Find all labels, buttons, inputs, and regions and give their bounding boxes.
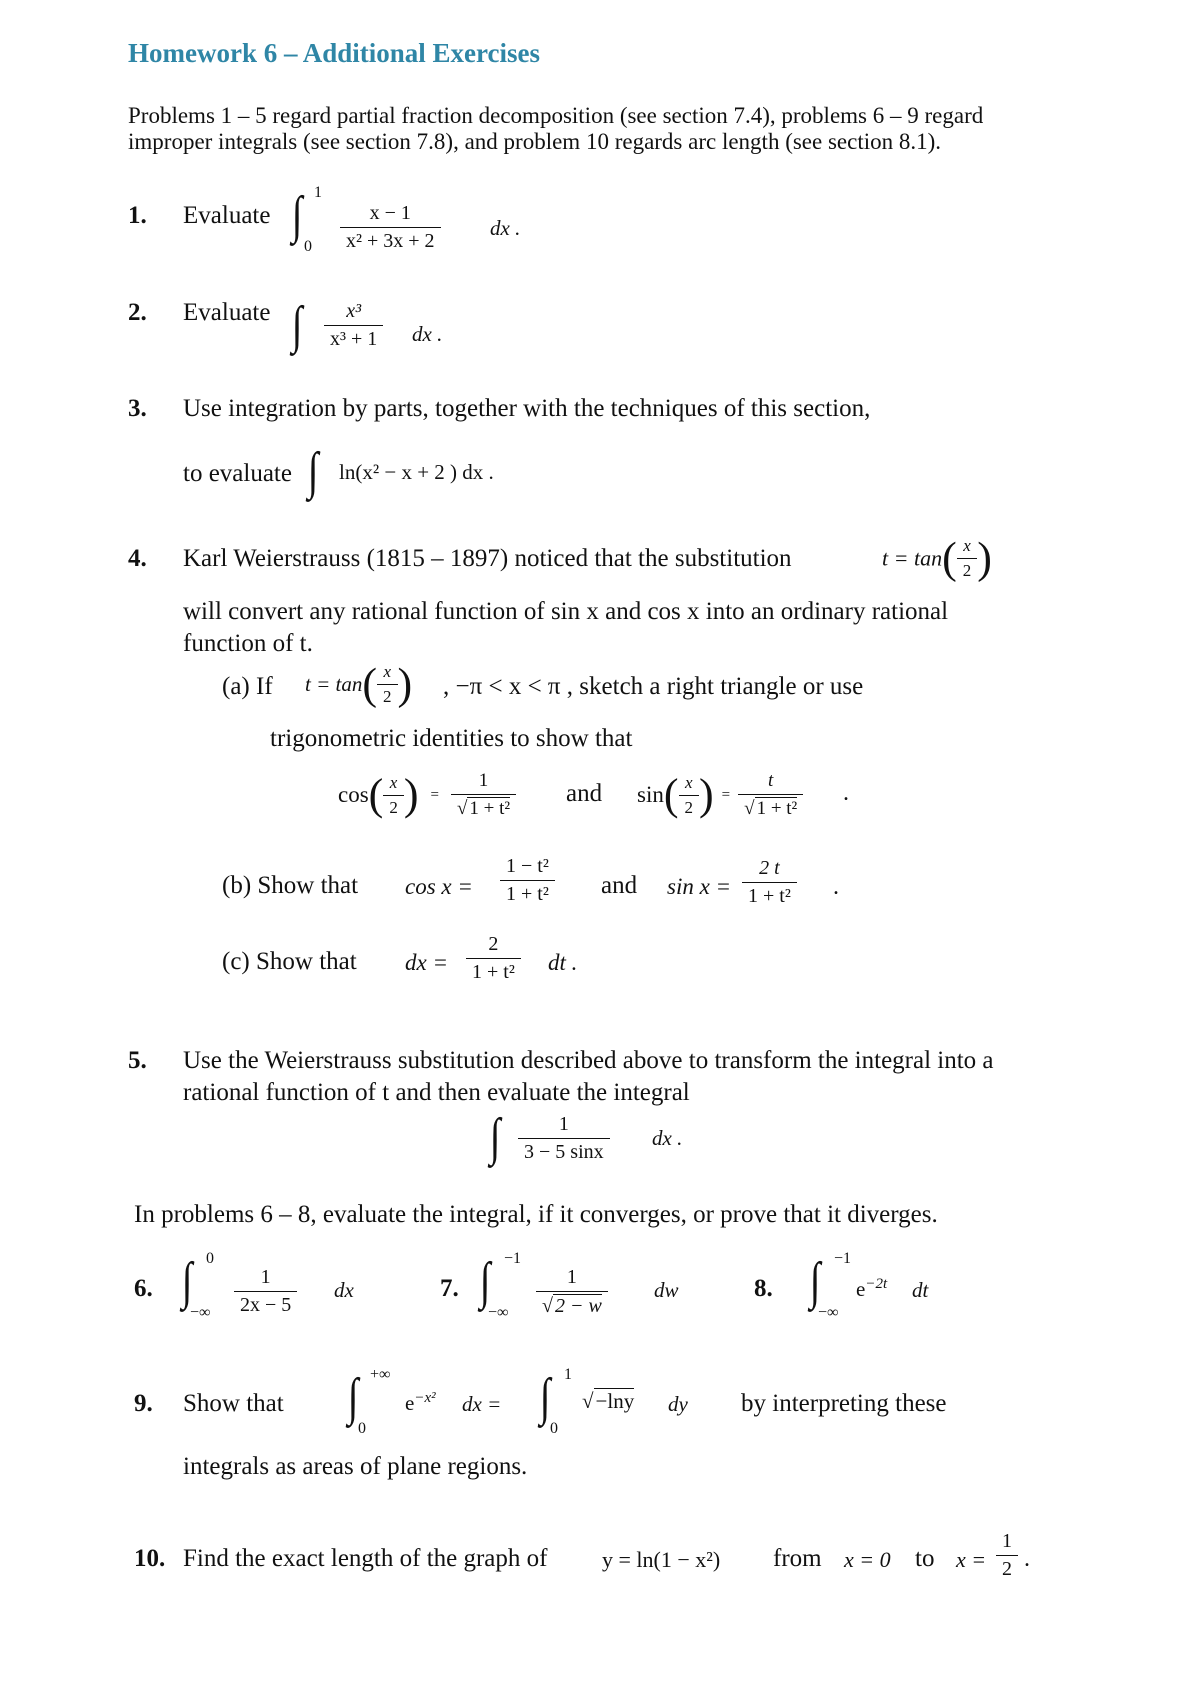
problem-2-tail: dx .: [412, 322, 443, 346]
problem-9-tail: by interpreting these: [741, 1390, 947, 1417]
problem-10-x1: x =: [956, 1547, 987, 1572]
part-b-cos-fraction: $\frac{\text{1 − t²}}{\text{1 + t²}}$: [500, 855, 555, 906]
problem-6-fraction: $\frac{1}{2x - 5}$: [234, 1266, 297, 1317]
intro-line-1: Problems 1 – 5 regard partial fraction decomposition (see section 7.4), problems 6 – 9 regard: [128, 103, 984, 128]
part-c-dx: dx =: [405, 950, 448, 975]
substitution-t: t = tan: [882, 545, 943, 571]
problem-3-number: 3.: [128, 395, 147, 422]
problem-9-number: 9.: [134, 1390, 153, 1417]
convergence-instructions: In problems 6 – 8, evaluate the integral, if it converges, or prove that it diverges.: [134, 1201, 938, 1228]
part-c-label: (c) Show that: [222, 948, 357, 975]
integral-sign: ∫: [291, 297, 303, 354]
part-b-label: (b) Show that: [222, 872, 359, 899]
denominator: x³ + 1: [324, 325, 383, 351]
integral-sign: ∫: [291, 187, 303, 244]
problem-1-integral: [290, 184, 330, 258]
problem-10-x0: x = 0: [844, 1547, 891, 1572]
page-title: Homework 6 – Additional Exercises: [128, 38, 541, 68]
and-label: and: [601, 872, 638, 899]
denominator: x² + 3x + 2: [340, 227, 441, 253]
numerator: x − 1: [369, 202, 411, 224]
problem-9-text: Show that: [183, 1390, 284, 1417]
problem-10-from: from: [773, 1545, 822, 1572]
problem-10-fraction: $\frac{1}{2}$: [996, 1530, 1018, 1581]
problem-1-fraction: [340, 202, 441, 253]
problem-10-to: to: [915, 1545, 935, 1572]
intro-paragraph: [128, 103, 983, 155]
part-c-fraction: $\frac{2}{\text{1 + t²}}$: [466, 933, 521, 984]
problem-9-sqrt: √−lny: [582, 1389, 635, 1413]
problem-2-number: 2.: [128, 299, 147, 326]
problem-5-tail: dx .: [652, 1126, 683, 1150]
problem-4-number: 4.: [128, 545, 147, 572]
numerator: x³: [346, 300, 362, 322]
problem-4-line-2: will convert any rational function of sin x and cos x into an ordinary rational: [183, 598, 949, 625]
problem-4-substitution: t = tan( $\frac{x}{2}$ ): [882, 533, 992, 583]
problem-3-expr: ln(x² − x + 2 ) dx .: [339, 460, 494, 484]
problem-8-expr: $e^{-2t}$: [856, 1276, 888, 1301]
problem-10-number: 10.: [134, 1545, 166, 1572]
sin-half-identity: sin( $\frac{x}{2}$ ) = $\frac{t}{\text{√ 1 + t²}}$: [637, 770, 803, 820]
problem-5-number: 5.: [128, 1047, 147, 1074]
problem-1-tail: dx .: [490, 216, 521, 240]
problem-10-text: Find the exact length of the graph of: [183, 1545, 548, 1572]
problem-6-number: 6.: [134, 1275, 153, 1302]
problem-5-line-2: rational function of t and then evaluate the integral: [183, 1079, 690, 1106]
problem-6-integral: ∫ 0 −∞: [181, 1250, 214, 1321]
and-label: and: [566, 780, 603, 807]
part-b-cos: cos x =: [405, 874, 473, 899]
problem-9-dy: dy: [668, 1392, 688, 1416]
integral-sign: ∫: [307, 443, 319, 500]
problem-10-period: .: [1024, 1546, 1030, 1572]
integral-sign: ∫: [489, 1109, 501, 1166]
problem-4-line-1: Karl Weierstrauss (1815 – 1897) noticed that the substitution: [183, 545, 792, 572]
problem-9-integral-1: ∫ +∞ 0: [347, 1366, 391, 1437]
problem-4-line-3: function of t.: [183, 630, 313, 657]
upper-limit: 1: [314, 184, 322, 201]
part-b-sin: sin x =: [667, 874, 732, 899]
problem-10-expr: y = ln(1 − x²): [602, 1547, 721, 1572]
part-b-sin-fraction: $\frac{2 t}{\text{1 + t²}}$: [742, 857, 797, 908]
problem-2-fraction: [324, 300, 383, 351]
cos-half-identity: cos( $\frac{x}{2}$ ) = $\frac{1}{\text{√ 1 + t²}}$: [338, 770, 516, 820]
intro-line-2: improper integrals (see section 7.8), and problem 10 regards arc length (see section 8.1).: [128, 129, 942, 154]
problem-9-dx: dx =: [462, 1392, 502, 1416]
problem-7-integral: ∫ −1 −∞: [479, 1250, 522, 1321]
problem-9-exp: $e^{-x^2}$: [405, 1390, 436, 1415]
part-c-tail: dt .: [548, 950, 578, 975]
problem-3-line-1: Use integration by parts, together with the techniques of this section,: [183, 395, 871, 422]
problem-8-number: 8.: [754, 1275, 773, 1302]
problem-7-tail: dw: [654, 1278, 679, 1302]
problem-1-text: Evaluate: [183, 202, 271, 229]
problem-1-number: 1.: [128, 202, 147, 229]
lower-limit: 0: [304, 238, 312, 255]
problem-9-line-2: integrals as areas of plane regions.: [183, 1453, 528, 1480]
part-a-label: (a) If: [222, 673, 273, 700]
part-a-range: , −π < x < π , sketch a right triangle or use: [443, 673, 864, 700]
problem-7-fraction: $\frac{1}{√ 2 - w}$: [536, 1266, 608, 1318]
problem-6-tail: dx: [334, 1278, 354, 1302]
problem-5-line-1: Use the Weierstrauss substitution described above to transform the integral into a: [183, 1047, 994, 1074]
part-b-period: .: [833, 874, 839, 900]
problem-8-tail: dt: [912, 1278, 929, 1302]
identity-period: .: [843, 780, 849, 806]
problem-2-text: Evaluate: [183, 299, 271, 326]
problem-9-integral-2: ∫ 1 0: [539, 1366, 572, 1437]
problem-8-integral: ∫ −1 −∞: [809, 1250, 852, 1321]
problem-3-line-2: to evaluate: [183, 460, 292, 487]
problem-7-number: 7.: [440, 1275, 459, 1302]
part-a-line-2: trigonometric identities to show that: [270, 725, 633, 752]
problem-5-fraction: $\frac{1}{3 - 5 \sin x}$: [518, 1113, 610, 1164]
part-a-expr: t = tan( $\frac{x}{2}$ ): [305, 659, 413, 709]
